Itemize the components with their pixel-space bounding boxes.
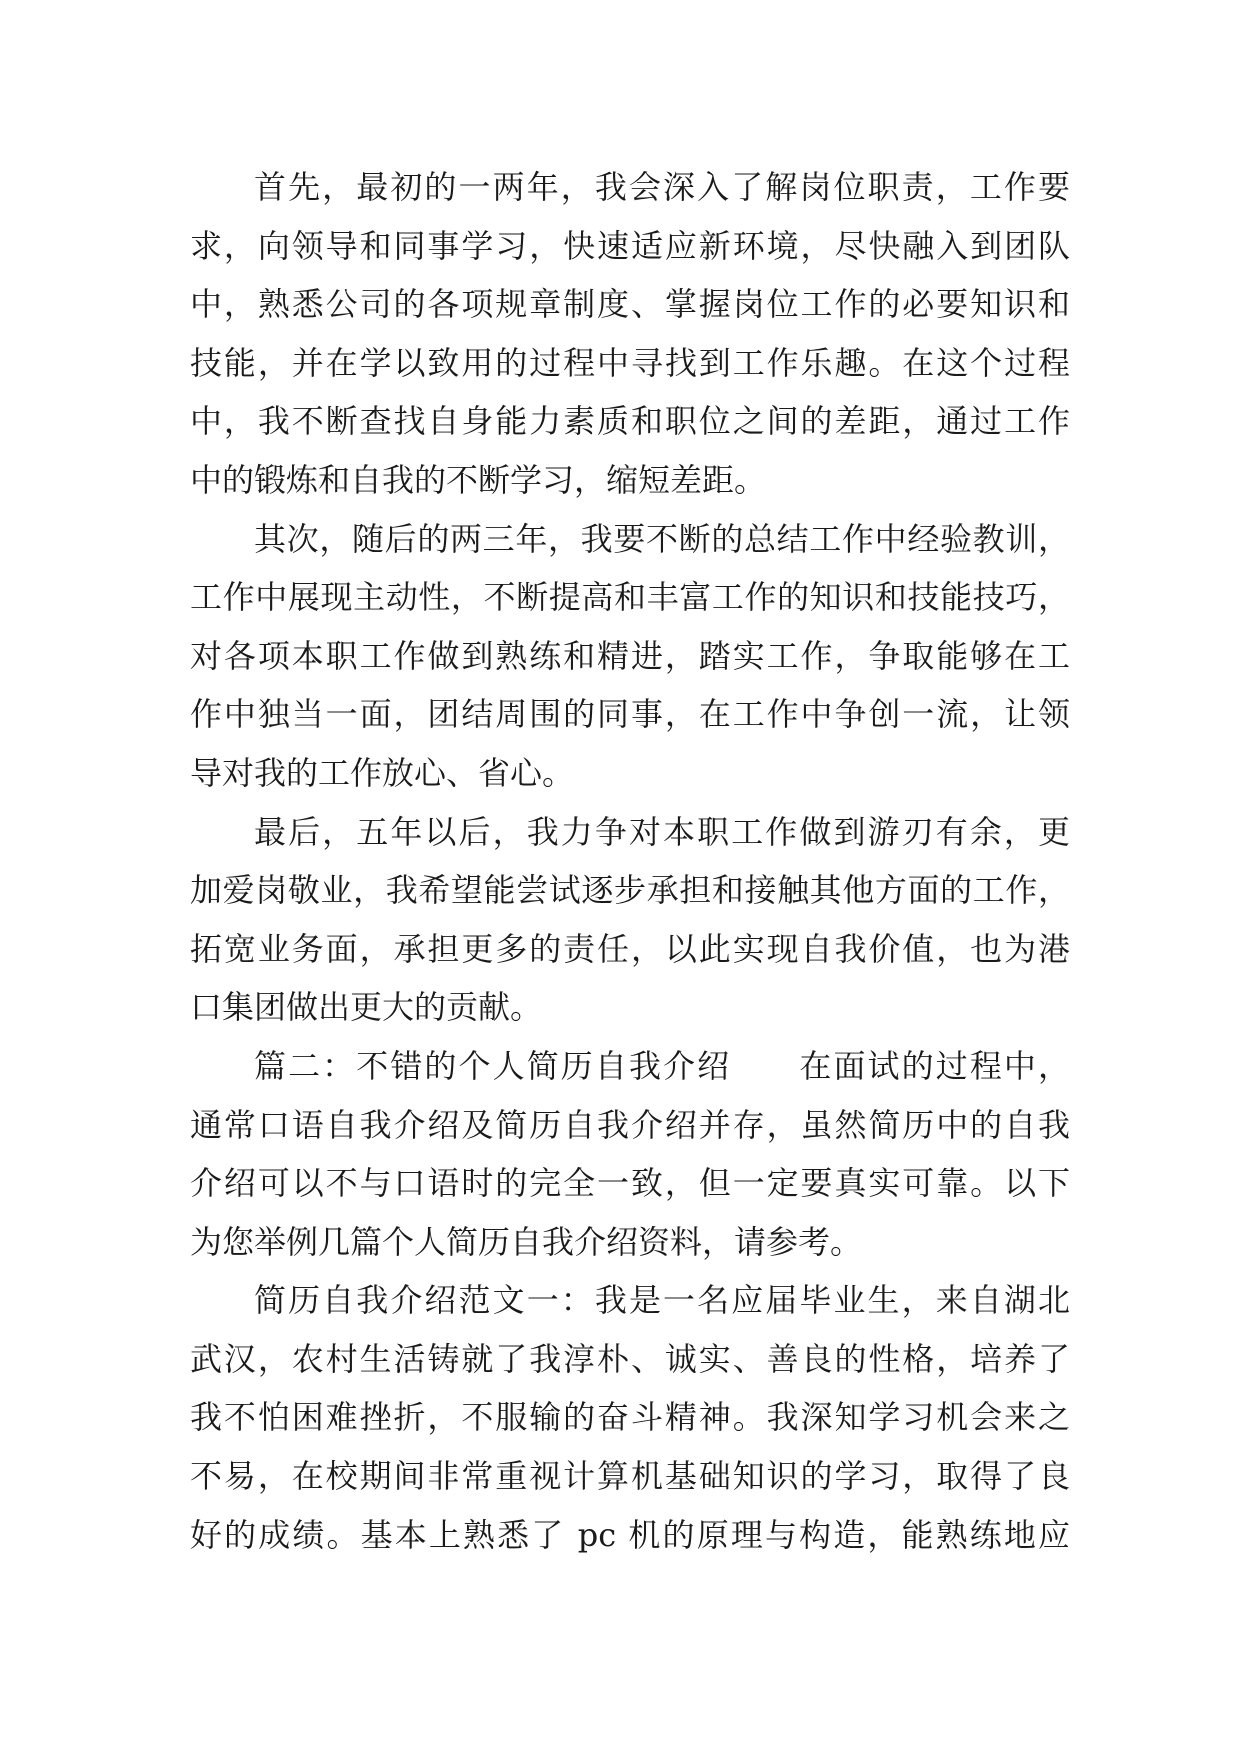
document-body [190, 158, 1070, 1564]
text-line: 首先，最初的一两年，我会深入了解岗位职责，工作要 [254, 168, 1070, 206]
text-line: 口集团做出更大的贡献。 [190, 988, 543, 1027]
text-line: 好的成绩。基本上熟悉了 pc 机的原理与构造，能熟练地应 [190, 1515, 1070, 1554]
text-line: 作中独当一面，团结周围的同事，在工作中争创一流，让领 [190, 695, 1070, 734]
text-line: 为您举例几篇个人简历自我介绍资料，请参考。 [190, 1222, 863, 1261]
text-line: 不易，在校期间非常重视计算机基础知识的学习，取得了良 [190, 1457, 1070, 1496]
text-line: 介绍可以不与口语时的完全一致，但一定要真实可靠。以下 [190, 1164, 1070, 1203]
text-line: 加爱岗敬业，我希望能尝试逐步承担和接触其他方面的工作， [190, 871, 1070, 910]
text-line: 求，向领导和同事学习，快速适应新环境，尽快融入到团队 [190, 226, 1070, 265]
text-line: 我不怕困难挫折，不服输的奋斗精神。我深知学习机会来之 [190, 1398, 1070, 1437]
text-line: 中，熟悉公司的各项规章制度、掌握岗位工作的必要知识和 [190, 285, 1070, 324]
text-line: 对各项本职工作做到熟练和精进，踏实工作，争取能够在工 [190, 636, 1070, 675]
text-line: 篇二：不错的个人简历自我介绍 在面试的过程中， [254, 1046, 1070, 1085]
text-line: 技能，并在学以致用的过程中寻找到工作乐趣。在这个过程 [190, 343, 1070, 382]
text-line: 工作中展现主动性，不断提高和丰富工作的知识和技能技巧， [190, 578, 1070, 617]
text-line: 武汉，农村生活铸就了我淳朴、诚实、善良的性格，培养了 [190, 1339, 1070, 1378]
text-line: 导对我的工作放心、省心。 [190, 753, 575, 792]
text-line: 其次，随后的两三年，我要不断的总结工作中经验教训， [254, 519, 1070, 558]
text-line: 中，我不断查找自身能力素质和职位之间的差距，通过工作 [190, 402, 1070, 441]
text-line: 简历自我介绍范文一：我是一名应届毕业生，来自湖北 [254, 1281, 1070, 1320]
text-line: 最后，五年以后，我力争对本职工作做到游刃有余，更 [254, 812, 1070, 851]
text-line: 通常口语自我介绍及简历自我介绍并存，虽然简历中的自我 [190, 1105, 1070, 1144]
text-line: 中的锻炼和自我的不断学习，缩短差距。 [190, 460, 767, 499]
text-line: 拓宽业务面，承担更多的责任，以此实现自我价值，也为港 [190, 929, 1070, 968]
